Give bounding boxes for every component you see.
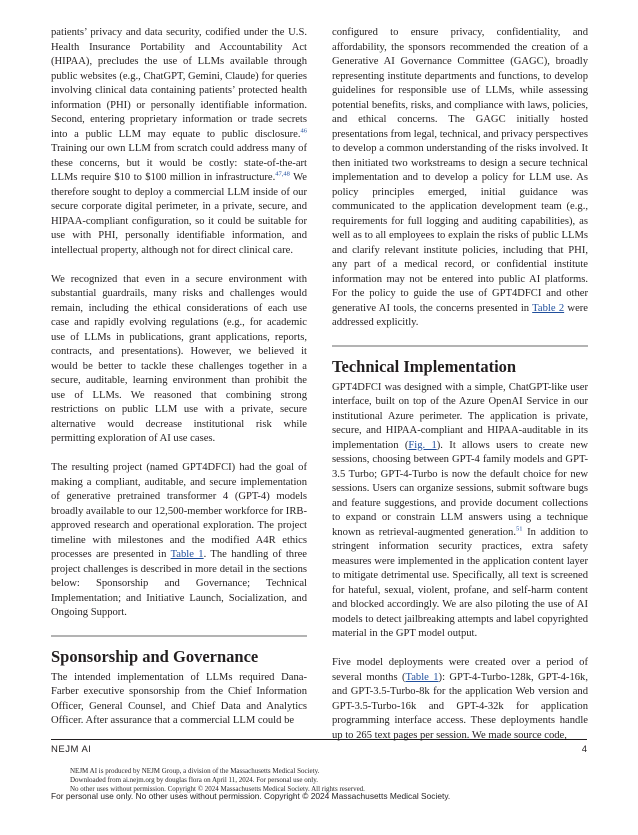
right-column: [332, 26, 588, 743]
paragraph: [51, 461, 307, 621]
section-heading-technical: Technical Implementation: [332, 356, 517, 376]
download-notice: Downloaded from ai.nejm.org by douglas flora on April 11, 2024. For personal use only.: [70, 776, 319, 784]
body-text: . The handling of three project challenges is described in more detail in the sections below: Sponsorship and Governance; Technical Implementation; and Initiative Launch, Socialization, and Ongoing Support.: [51, 549, 308, 618]
reference-link[interactable]: Table 1: [170, 549, 204, 560]
paragraph: [51, 671, 307, 729]
section-divider: [51, 635, 307, 637]
body-text: Five model deployments were created over a period of several months (: [332, 657, 588, 683]
paragraph: [51, 26, 307, 258]
page-footer: [51, 739, 587, 755]
body-text: configured to ensure privacy, confidentiality, and affordability, the sponsors recommended the creation of a Generative AI Governance Committee (GAGC), broadly representing institute departments and functions, to develop guidelines for responsible use of LLMs, while assessing potential benefits, risks, and compliance with laws, policies, and ethical concerns. The GAGC initially hosted presentations from legal, technical, and privacy perspectives to develop a common understanding of the risks involved. It then initiated two workstreams to design a secure technical implementation and to develop a policy for LLM use. As policy principles emerged, initial guidance was communicated to the application development team (e.g., requirements for full logging and auditing capabilities), as well as to all employees to explain the risks of public LLMs and clarify relevant institute policies, including that PHI, any part of a medical record, or confidential institute information may not be entered into public AI platforms. For the policy to guide the use of GPT4DFCI and other generative AI tools, the concerns presented in: [332, 27, 588, 314]
section-heading-sponsorship: Sponsorship and Governance: [51, 646, 259, 666]
citation-superscript[interactable]: 46: [300, 126, 307, 134]
journal-name: NEJM AI: [51, 744, 92, 755]
download-notice: No other uses without permission. Copyright © 2024 Massachusetts Medical Society. All rights reserved.: [70, 785, 365, 793]
left-column: [51, 26, 307, 729]
paragraph: [332, 381, 588, 642]
reference-link[interactable]: Table 2: [532, 302, 565, 314]
copyright-line: For personal use only. No other uses without permission. Copyright © 2024 Massachusetts Medical Society.: [51, 791, 451, 801]
paragraph: [332, 656, 588, 743]
page-number: 4: [581, 744, 587, 755]
citation-superscript[interactable]: 47,48: [275, 170, 290, 178]
paragraph: [332, 26, 588, 331]
body-text: ). It allows users to create new sessions, choosing between GPT-4 family models and GPT-3.5 Turbo; GPT-4-Turbo is now the default choice for new sessions. Users can organize sessions, submit software bugs and feature suggestions, and provide document collections to expand or constrain LLM answers using a technique known as retrieval-augmented generation.: [332, 439, 589, 538]
paragraph: [51, 273, 307, 447]
body-text: In addition to stringent information security practices, extra safety measures were implemented in the application content layer to mitigate detrimental use. Specifically, all text is screened for hateful, sexual, violent, profane, and self-harm content and blocked accordingly. We are also piloting the use of AI models to detect jailbreaking attempts and label copyrighted material in the GPT model output.: [332, 526, 588, 639]
reference-link[interactable]: Fig. 1: [408, 439, 437, 451]
body-text: ): GPT-4-Turbo-128k, GPT-4-16k, and GPT-3.5-Turbo-8k for the application Web version and GPT-3.5-Turbo-16k and GPT-4-32k for application programming interface access. These deployments handle up to 265 text pages per session. We made source code,: [332, 671, 588, 741]
body-text: were addressed explicitly.: [332, 302, 589, 328]
body-text: patients’ privacy and data security, codified under the U.S. Health Insurance Portability and Accountability Act (HIPAA), precludes the use of LLMs available through public websites (e.g., ChatGPT, Gemini, Claude) for queries involving clinical data containing patients’ protected health information (PHI) or personally identifiable information. Second, entering proprietary information or trade secrets into a public LLM may equate to public disclosure.: [51, 27, 307, 140]
body-text: The resulting project (named GPT4DFCI) had the goal of making a compliant, auditable, and secure implementation of generative pretrained transformer 4 (GPT-4) models broadly available to our 12,500-member workforce for IRB-approved research and operational exploration. The project timeline with milestones and the modified A4R ethics processes are presented in: [51, 462, 307, 560]
body-text: We therefore sought to deploy a commercial LLM inside of our secure corporate digital perimeter, in a private, secure, and HIPAA-compliant configuration, so it could be suitable for use with PHI, personally identifiable information, and intellectual property, although not for direct clinical care.: [51, 172, 307, 256]
reference-link[interactable]: Table 1: [405, 671, 439, 683]
body-text: The intended implementation of LLMs required Dana-Farber executive sponsorship from the Chief Information Officer, General Counsel, and Chief Data and Analytics Officer. After assurance that a commercial LLM could be: [51, 671, 307, 726]
download-notice: NEJM AI is produced by NEJM Group, a division of the Massachusetts Medical Society.: [70, 767, 320, 775]
body-text: We recognized that even in a secure environment with substantial guardrails, many risks and challenges would remain, including the ethical considerations of each use case and rapidly evolving regulations (e.g., for academic use of LLMs in publications, grant applications, reports, contracts, and presentations). However, we believed it would be better to tackle these challenges together in a secure, auditable, learning environment than prohibit the use of LLMs. We reasoned that combining strong restrictions on public LLM use with a private, secure alternative would decrease institutional risk while permitting exploration of AI use cases.: [51, 273, 307, 444]
body-text: GPT4DFCI was designed with a simple, ChatGPT-like user interface, built on top of the Azure OpenAI Service in our institutional Azure perimeter. The application is private, secure, and HIPAA-compliant and HIPAA-auditable in its implementation (: [332, 381, 588, 451]
citation-superscript[interactable]: 51: [516, 524, 523, 532]
section-divider: [332, 345, 588, 347]
body-text: Training our own LLM from scratch could address many of these concerns, but it would be costly: state-of-the-art LLMs require $10 to $100 million in infrastructure.: [51, 143, 307, 183]
